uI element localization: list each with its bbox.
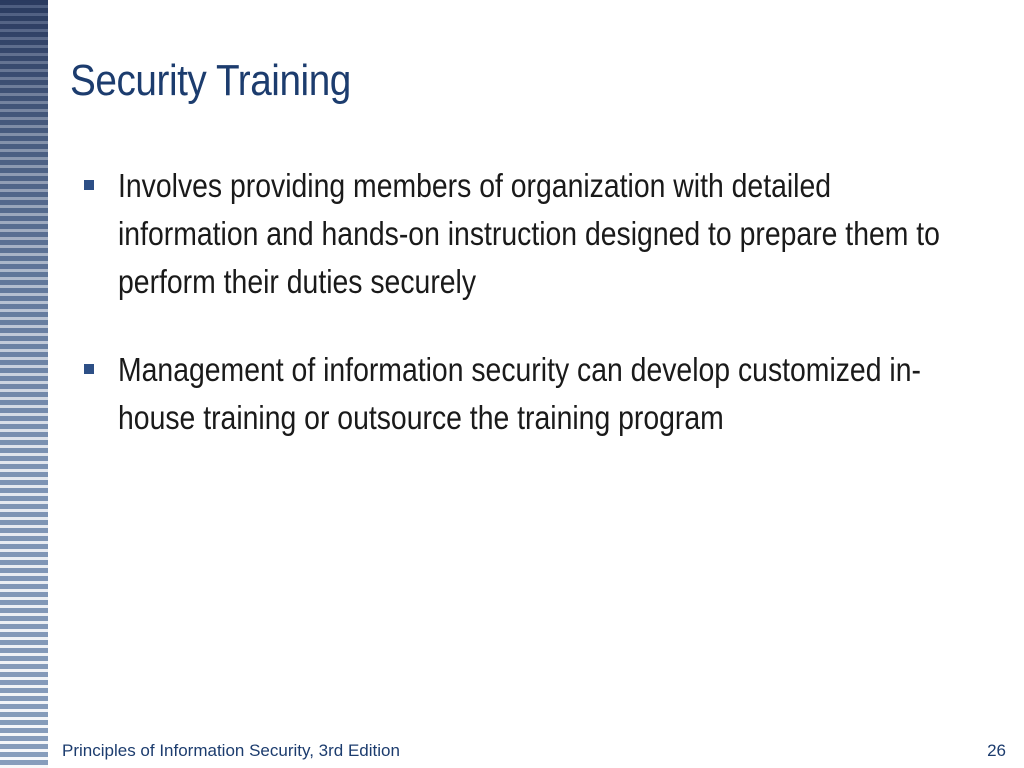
decorative-divider [48,0,54,768]
bullet-list [84,162,1004,482]
footer-text: Principles of Information Security, 3rd Edition [62,741,400,760]
slide-title: Security Training [70,56,351,105]
bullet-item [84,162,1004,306]
bullet-text: Involves providing members of organization with detailed information and hands-on instruction designed to prepare them to perform their duties securely [118,167,940,300]
square-bullet-icon [84,364,94,374]
square-bullet-icon [84,180,94,190]
bullet-text: Management of information security can develop customized in-house training or outsource the training program [118,351,921,436]
bullet-item [84,346,1004,442]
page-number: 26 [987,741,1006,760]
decorative-bar-shading [0,0,48,768]
